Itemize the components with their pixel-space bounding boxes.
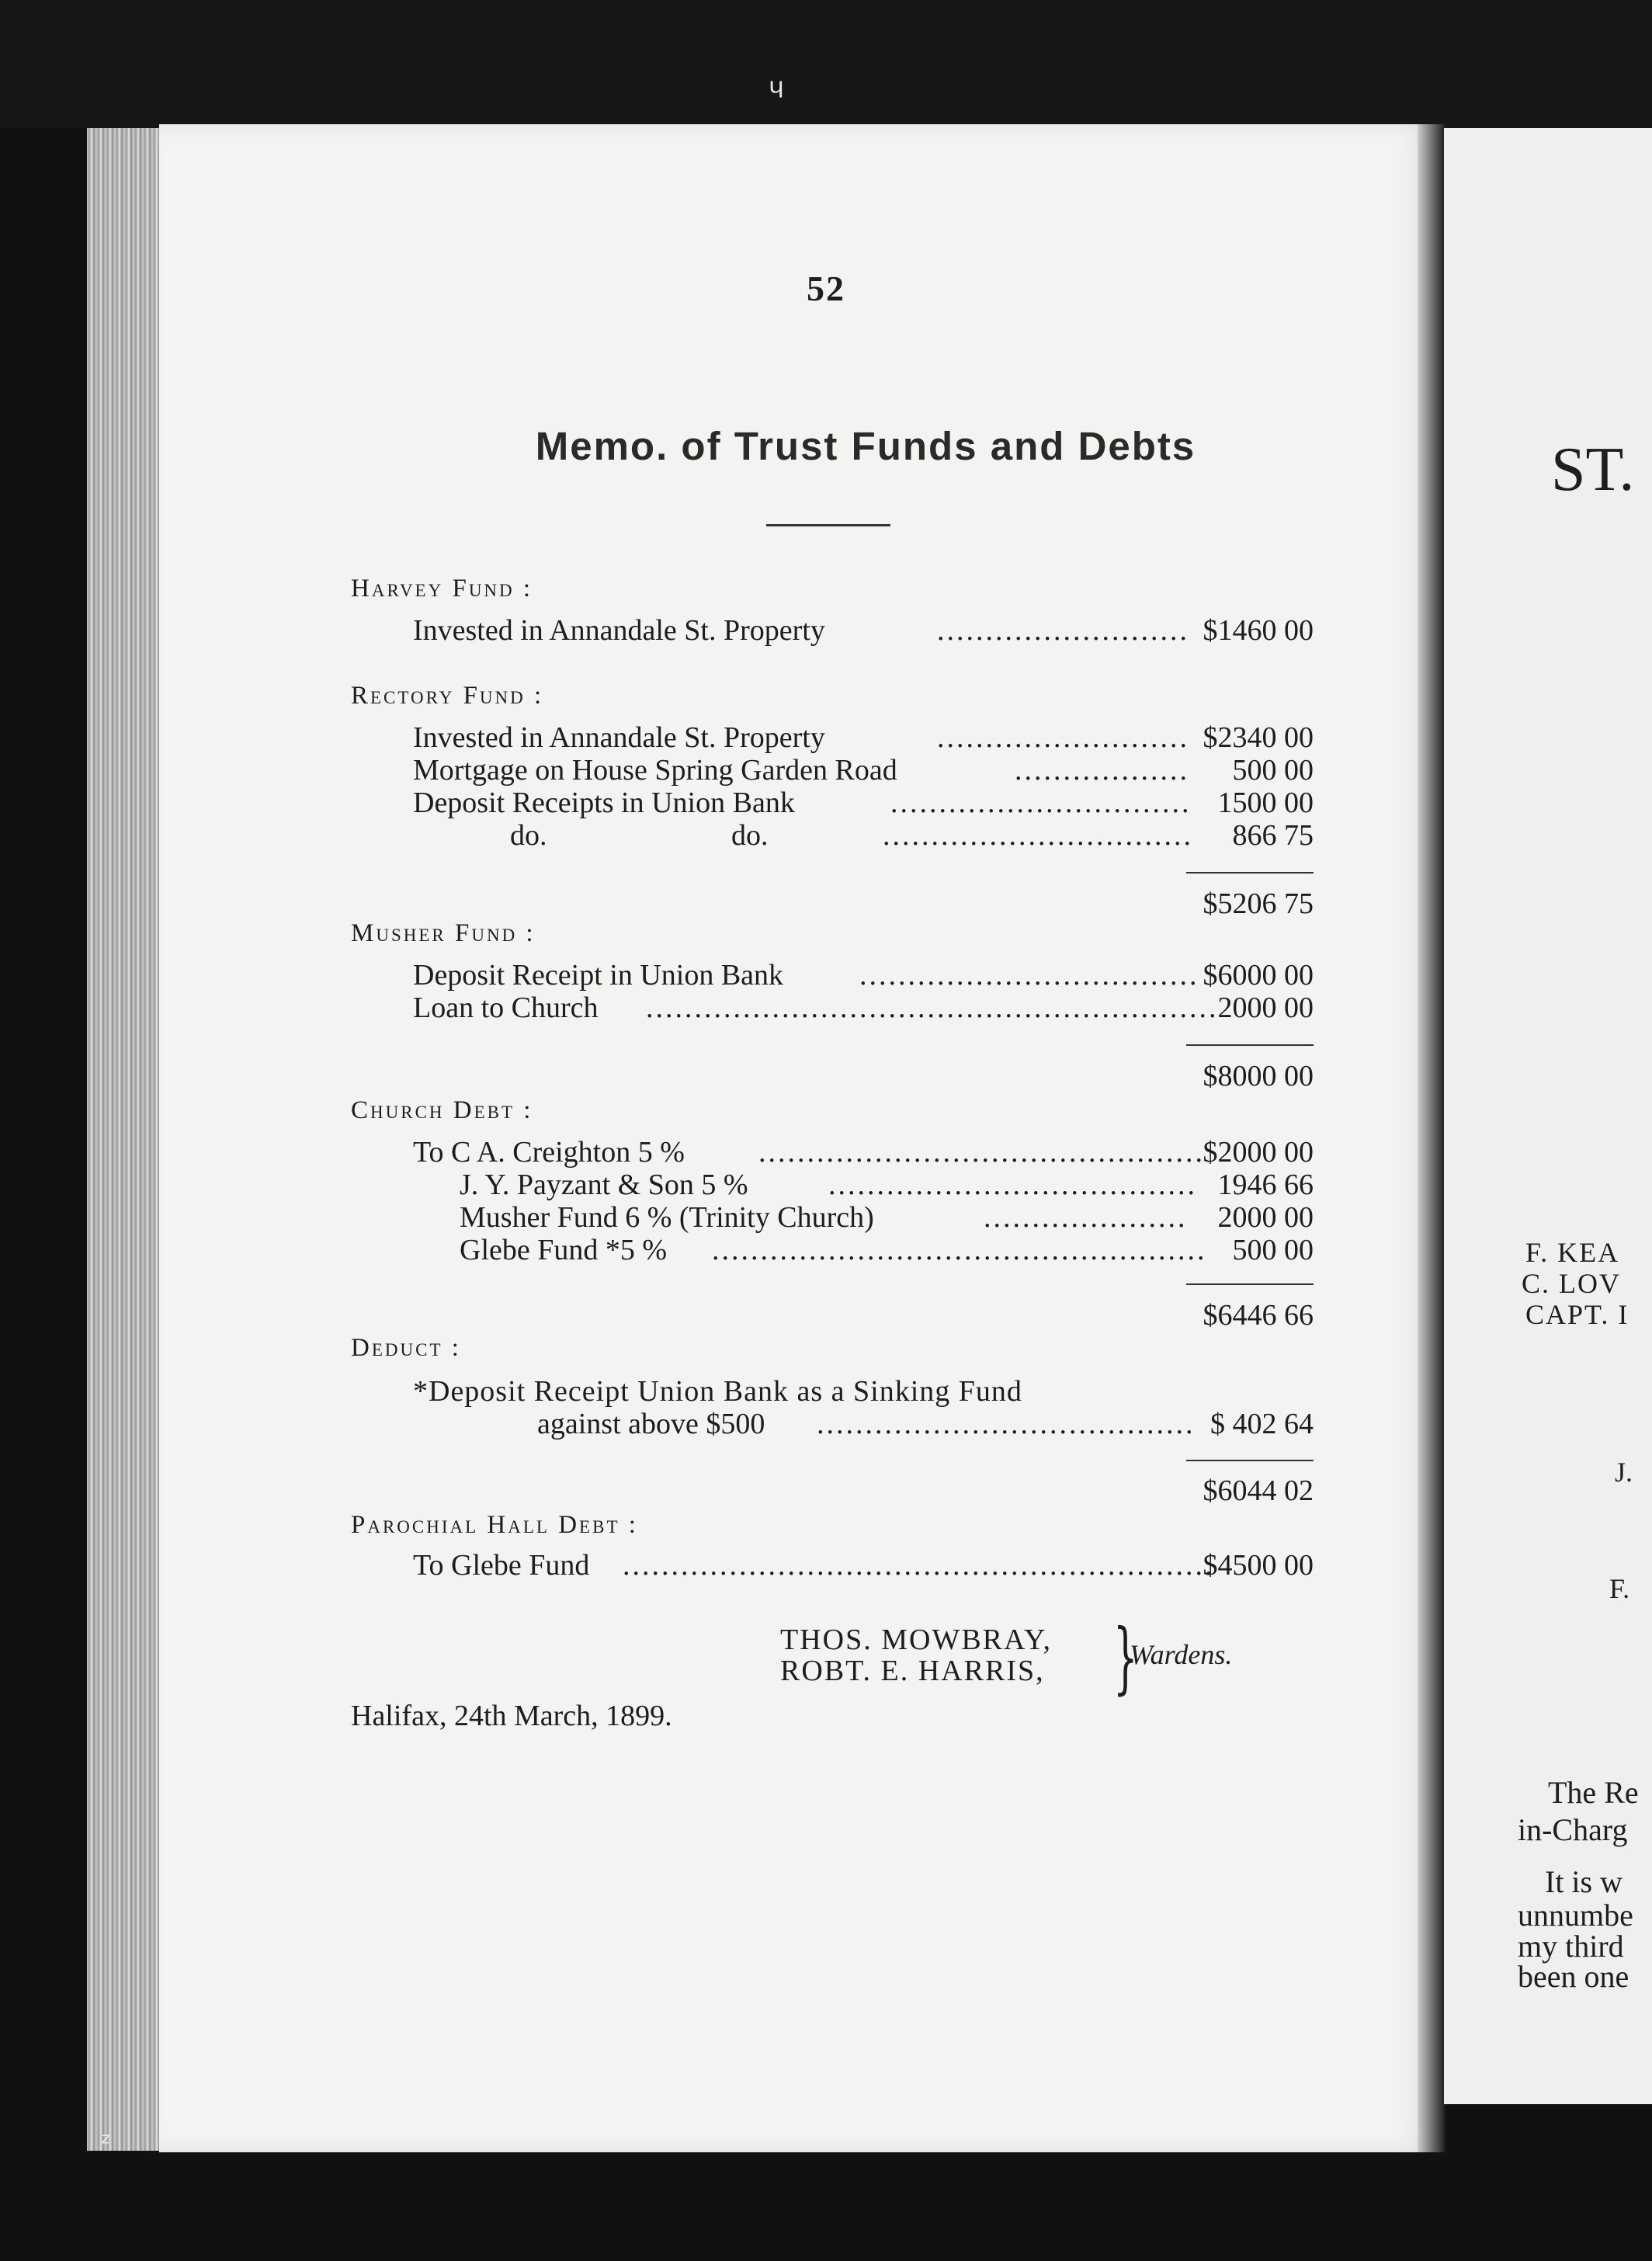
section-heading-church-debt: Church Debt : [351,1096,533,1124]
section-heading-harvey: Harvey Fund : [351,575,533,603]
ledger-label: Invested in Annandale St. Property [413,614,825,647]
leader-dots: ....................................... [817,1408,1196,1440]
leader-dots: .............................................. [758,1136,1205,1169]
right-page-initial: J. [1615,1457,1633,1488]
ledger-label: J. Y. Payzant & Son 5 % [460,1169,748,1201]
ledger-amount: $1460 00 [1203,614,1314,647]
ledger-label-ditto: do. [731,819,769,852]
sum-rule [1186,872,1314,873]
sum-rule [1186,1044,1314,1046]
scan-mark-bottom: ᶻ [101,2127,112,2159]
ledger-row [351,818,1314,853]
right-page-text-line: been one [1518,1959,1629,1994]
ledger-amount: $2000 00 [1203,1136,1314,1169]
scan-background [0,0,1652,128]
ledger-label: Musher Fund 6 % (Trinity Church) [460,1201,874,1234]
section-heading-deduct: Deduct : [351,1334,461,1362]
ledger-label: Deposit Receipts in Union Bank [413,787,795,819]
right-page-name: C. LOV [1522,1268,1621,1299]
brace-mark: } [1112,1612,1138,1703]
ledger-label: To Glebe Fund [413,1549,590,1582]
wardens-label: Wardens. [1130,1639,1233,1670]
title-rule [766,524,890,526]
ledger-row [351,786,1314,820]
right-page-name: CAPT. I [1525,1299,1629,1330]
scan-mark-top: ᶣ [769,70,785,115]
book-gutter [1418,124,1446,2152]
section-heading-rectory: Rectory Fund : [351,682,544,710]
ledger-amount: 1500 00 [1217,787,1314,819]
sum-rule [1186,1460,1314,1461]
page-number: 52 [807,269,845,308]
ledger-label: do. [510,819,547,852]
section-heading-parochial: Parochial Hall Debt : [351,1511,638,1539]
ledger-row [351,1233,1314,1267]
leader-dots: ................................................... [712,1234,1207,1266]
ledger-amount: 1946 66 [1217,1169,1314,1201]
ledger-amount: $2340 00 [1203,721,1314,754]
ledger-row [351,1168,1314,1202]
ledger-row [351,1200,1314,1235]
right-page-heading: ST. [1551,436,1635,504]
ledger-row [351,958,1314,992]
leader-dots: ............................................................. [623,1549,1215,1582]
ledger-amount: 2000 00 [1217,1201,1314,1234]
sum-rule [1186,1283,1314,1285]
ledger-total-row [351,1059,1314,1093]
leader-dots: ................................ [883,819,1193,852]
ledger-text-row [351,1374,1314,1408]
ledger-amount: $4500 00 [1203,1549,1314,1582]
ledger-total-row [351,1298,1314,1332]
ledger-amount: 500 00 [1232,1234,1314,1266]
ledger-label: against above $500 [537,1408,765,1440]
ledger-label: Invested in Annandale St. Property [413,721,825,754]
leader-dots: ..................... [984,1201,1188,1234]
ledger-row [351,1407,1314,1441]
ledger-label: *Deposit Receipt Union Bank as a Sinking Fund [413,1375,1022,1408]
signature-name-1: THOS. MOWBRAY, [780,1624,1053,1656]
ledger-row [351,1548,1314,1582]
ledger-label: Glebe Fund *5 % [460,1234,668,1266]
ledger-row [351,991,1314,1025]
ledger-total: $6044 02 [1203,1474,1314,1507]
right-page-text-line: in-Charg [1518,1812,1628,1847]
leader-dots: .......................... [937,614,1189,647]
ledger-total-row [351,887,1314,921]
ledger-total: $8000 00 [1203,1060,1314,1092]
ledger-total: $6446 66 [1203,1299,1314,1332]
ledger-row [351,753,1314,787]
ledger-total-row [351,1474,1314,1508]
ledger-label: Mortgage on House Spring Garden Road [413,754,897,787]
ledger-label: To C A. Creighton 5 % [413,1136,685,1169]
leader-dots: ............................... [890,787,1192,819]
right-page-text-line: my third [1518,1929,1624,1964]
ledger-amount: $ 402 64 [1210,1408,1314,1440]
section-heading-musher: Musher Fund : [351,919,536,947]
right-page-text-line: unnumbe [1518,1898,1633,1933]
signature-name-2: ROBT. E. HARRIS, [780,1655,1045,1687]
ledger-amount: $6000 00 [1203,959,1314,992]
leader-dots: .......................... [937,721,1189,754]
ledger-amount: 2000 00 [1217,992,1314,1024]
ledger-label: Deposit Receipt in Union Bank [413,959,784,992]
right-page-name: F. KEA [1525,1237,1620,1268]
right-page-text-line: The Re [1548,1775,1639,1810]
leader-dots: .................. [1015,754,1189,787]
right-page-text-line: It is w [1545,1864,1622,1899]
right-page-initial: F. [1609,1573,1630,1604]
leader-dots: ................................... [859,959,1199,992]
ledger-row [351,1135,1314,1169]
page-title: Memo. of Trust Funds and Debts [535,424,1196,468]
leader-dots: ........................................................... [646,992,1219,1024]
ledger-total: $5206 75 [1203,887,1314,920]
date-line: Halifax, 24th March, 1899. [351,1700,672,1732]
ledger-row [351,613,1314,648]
leader-dots: ...................................... [828,1169,1197,1201]
ledger-amount: 500 00 [1232,754,1314,787]
ledger-row [351,721,1314,755]
ledger-label: Loan to Church [413,992,599,1024]
ledger-amount: 866 75 [1232,819,1314,852]
